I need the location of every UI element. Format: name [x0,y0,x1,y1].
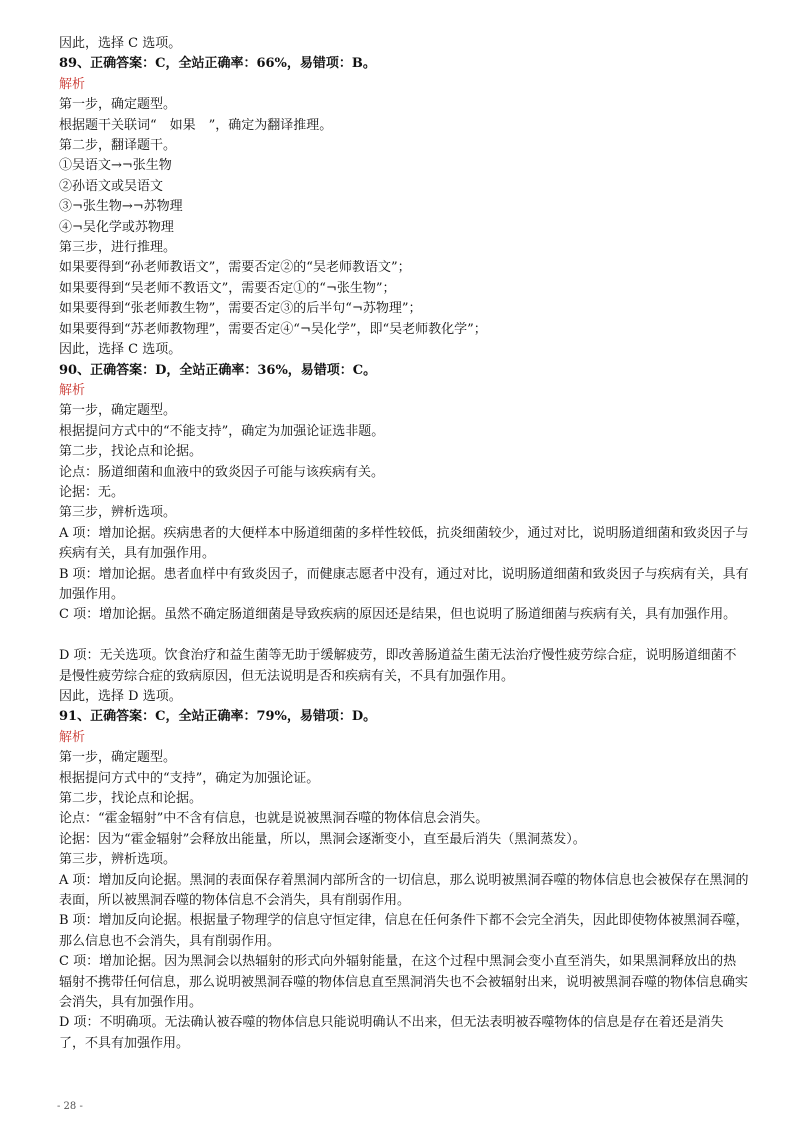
text-line: 如果要得到“孙老师教语文”，需要否定②的“吴老师教语文”； [59,260,411,276]
text-line: ②孙语文或吴语文 [59,178,164,194]
text-line: 第三步，辨析选项。 [59,852,177,868]
answer-heading: 90、正确答案：D，全站正确率：36%，易错项：C。 [59,362,377,378]
text-line: 因此，选择 C 选项。 [59,36,182,51]
text-line: 第三步，辨析选项。 [59,505,177,521]
analysis-label: 解析 [59,729,86,745]
option-paragraph: B 项：增加反向论据。根据量子物理学的信息守恒定律，信息在任何条件下都不会完全消失，因此即使物体被黑洞吞噬，那么信息也不会消失，具有削弱作用。 [59,913,749,949]
text-line: 论据：无。 [59,484,125,500]
page-number: - 28 - [57,1101,83,1112]
text-line: 论点：“霍金辐射”中不含有信息，也就是说被黑洞吞噬的物体信息会消失。 [59,811,489,827]
text-line: 如果要得到“张老师教生物”，需要否定③的后半句“¬苏物理”； [59,301,422,317]
text-line: 论据：因为“霍金辐射”会释放出能量，所以，黑洞会逐渐变小，直至最后消失（黑洞蒸发）。 [59,831,586,847]
text-line: 第一步，确定题型。 [59,750,177,766]
text-line: 如果要得到“苏老师教物理”，需要否定④“¬吴化学”，即“吴老师教化学”； [59,321,487,337]
text-line: 根据提问方式中的“支持”，确定为加强论证。 [59,770,320,786]
option-paragraph: A 项：增加反向论据。黑洞的表面保存着黑洞内部所含的一切信息，那么说明被黑洞吞噬的物体信息也会被保存在黑洞的表面，所以被黑洞吞噬的物体信息不会消失，具有削弱作用。 [59,872,749,908]
text-line: 第二步，找论点和论据。 [59,790,203,806]
text-line: ①吴语文→¬张生物 [59,158,172,174]
option-paragraph: B 项：增加论据。患者血样中有致炎因子，而健康志愿者中没有，通过对比，说明肠道细菌和致炎因子与疾病有关，具有加强作用。 [59,566,749,602]
answer-heading: 89、正确答案：C，全站正确率：66%，易错项：B。 [59,56,376,72]
page-content [59,34,749,1054]
text-line: 根据题干关联词“ 如果 ”，确定为翻译推理。 [59,117,333,133]
text-line: 根据提问方式中的“不能支持”，确定为加强论证选非题。 [59,423,385,439]
analysis-label: 解析 [59,382,86,398]
text-line: 第二步，翻译题干。 [59,138,177,154]
text-line: 如果要得到“吴老师不教语文”，需要否定①的“¬张生物”； [59,280,396,296]
text-line: 第一步，确定题型。 [59,403,177,419]
text-line: 第一步，确定题型。 [59,97,177,113]
option-paragraph: D 项：不明确项。无法确认被吞噬的物体信息只能说明确认不出来，但无法表明被吞噬物体的信息是存在着还是消失了，不具有加强作用。 [59,1015,724,1051]
analysis-label: 解析 [59,76,86,92]
text-line: 因此，选择 C 选项。 [59,342,182,358]
text-line: 因此，选择 D 选项。 [59,688,182,704]
text-line: 第二步，找论点和论据。 [59,444,203,460]
text-line: ③¬张生物→¬苏物理 [59,199,183,215]
text-line: 论点：肠道细菌和血液中的致炎因子可能与该疾病有关。 [59,464,385,480]
option-paragraph: D 项：无关选项。饮食治疗和益生菌等无助于缓解疲劳，即改善肠道益生菌无法治疗慢性疲劳综合症，说明肠道细菌不是慢性疲劳综合症的致病原因，但无法说明是否和疾病有关，不具有加强作用。 [59,648,737,684]
text-line: ④¬吴化学或苏物理 [59,219,174,235]
option-paragraph: C 项：增加论据。因为黑洞会以热辐射的形式向外辐射能量，在这个过程中黑洞会变小直至消失，如果黑洞释放出的热辐射不携带任何信息，那么说明被黑洞吞噬的物体信息直至黑洞消失也不会被辐射出来，说明被黑洞吞噬的物体信息确实会消失，具有加强作用。 [59,954,749,1010]
text-line: 第三步，进行推理。 [59,240,177,256]
option-paragraph: C 项：增加论据。虽然不确定肠道细菌是导致疾病的原因还是结果，但也说明了肠道细菌与疾病有关，具有加强作用。 [59,607,737,623]
answer-heading: 91、正确答案：C，全站正确率：79%，易错项：D。 [59,709,377,725]
option-paragraph: A 项：增加论据。疾病患者的大便样本中肠道细菌的多样性较低，抗炎细菌较少，通过对比，说明肠道细菌和致炎因子与疾病有关，具有加强作用。 [59,525,749,562]
